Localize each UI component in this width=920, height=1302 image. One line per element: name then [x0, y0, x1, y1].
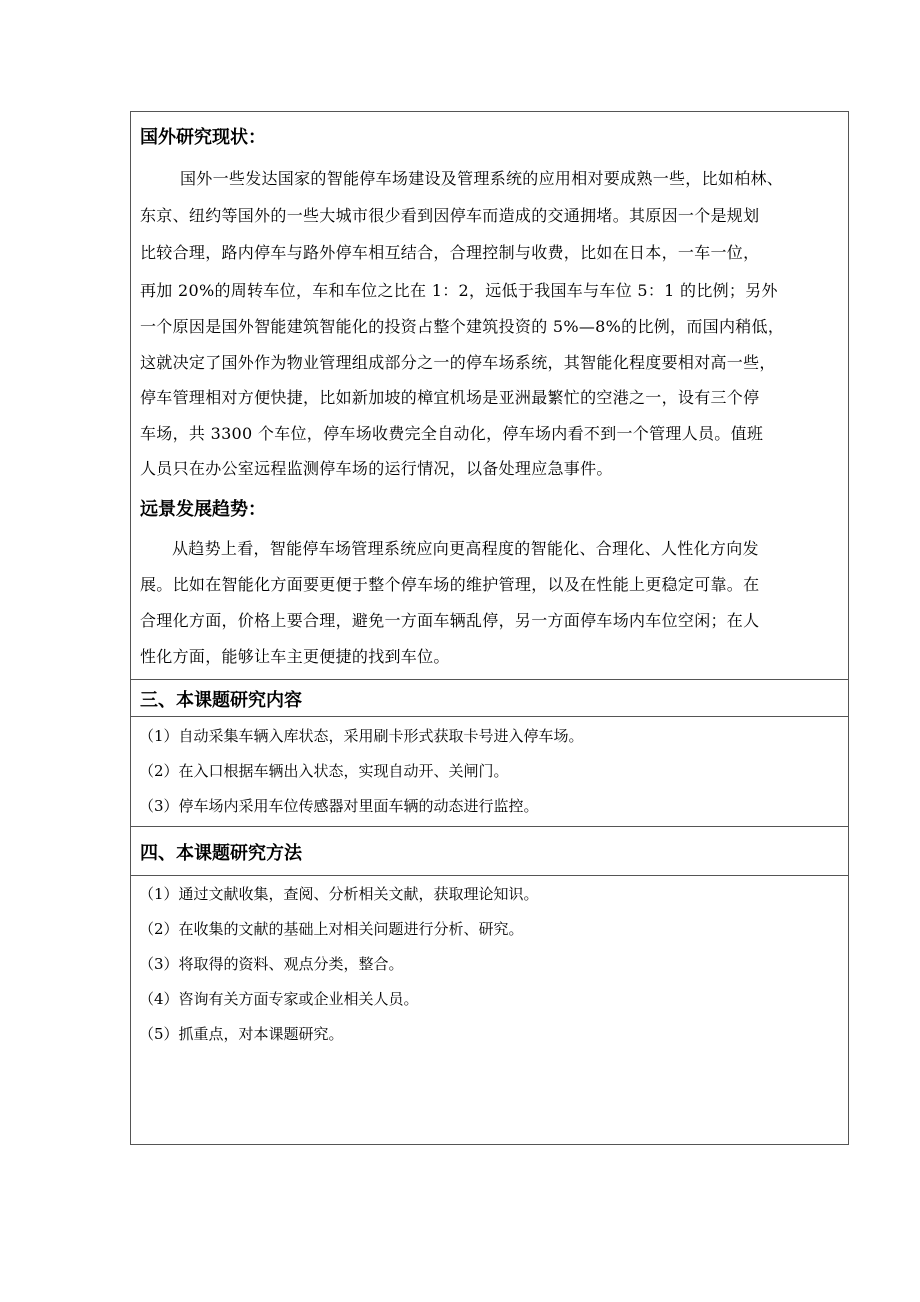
- paragraph-line: 这就决定了国外作为物业管理组成部分之一的停车场系统，其智能化程度要相对高一些，: [140, 353, 776, 372]
- paragraph-line: 从趋势上看，智能停车场管理系统应向更高程度的智能化、合理化、人性化方向发: [172, 539, 759, 558]
- list-item: （2）在入口根据车辆出入状态，实现自动开、关闸门。: [139, 762, 509, 780]
- list-item: （2）在收集的文献的基础上对相关问题进行分析、研究。: [139, 920, 524, 938]
- section-four-heading-row: [131, 827, 848, 876]
- proposal-form-table: [130, 111, 849, 1145]
- section-three-heading-row: [131, 680, 848, 717]
- outlook-heading: 远景发展趋势：: [140, 499, 266, 520]
- status-outlook-cell: [131, 112, 848, 680]
- section-four-title: 四、本课题研究方法: [140, 843, 302, 864]
- section-three-title: 三、本课题研究内容: [140, 690, 302, 711]
- paragraph-line: 人员只在办公室远程监测停车场的运行情况，以备处理应急事件。: [140, 459, 613, 478]
- paragraph-line: 合理化方面，价格上要合理，避免一方面车辆乱停，另一方面停车场内车位空闲；在人: [140, 611, 760, 630]
- paragraph-line: 一个原因是国外智能建筑智能化的投资占整个建筑投资的 5%—8%的比例，而国内稍低，: [140, 317, 785, 336]
- paragraph-line: 停车管理相对方便快捷，比如新加坡的樟宜机场是亚洲最繁忙的空港之一，设有三个停: [140, 388, 760, 407]
- paragraph-line: 车场，共 3300 个车位，停车场收费完全自动化，停车场内看不到一个管理人员。值班: [140, 424, 764, 443]
- list-item: （1）自动采集车辆入库状态，采用刷卡形式获取卡号进入停车场。: [139, 727, 584, 745]
- paragraph-line: 比较合理，路内停车与路外停车相互结合，合理控制与收费，比如在日本，一车一位，: [140, 243, 760, 262]
- paragraph-line: 再加 20%的周转车位，车和车位之比在 1：2，远低于我国车与车位 5：1 的比例；另外: [140, 281, 778, 300]
- list-item: （4）咨询有关方面专家或企业相关人员。: [139, 990, 419, 1008]
- list-item: （1）通过文献收集，查阅、分析相关文献，获取理论知识。: [139, 885, 539, 903]
- paragraph-line: 性化方面，能够让车主更便捷的找到车位。: [140, 647, 450, 666]
- list-item: （3）将取得的资料、观点分类，整合。: [139, 955, 404, 973]
- list-item: （5）抓重点，对本课题研究。: [139, 1025, 344, 1043]
- research-content-cell: [131, 717, 848, 827]
- foreign-research-heading: 国外研究现状：: [140, 127, 266, 148]
- list-item: （3）停车场内采用车位传感器对里面车辆的动态进行监控。: [139, 797, 539, 815]
- paragraph-line: 国外一些发达国家的智能停车场建设及管理系统的应用相对要成熟一些，比如柏林、: [180, 169, 784, 188]
- research-methods-cell: [131, 876, 848, 1144]
- paragraph-line: 东京、纽约等国外的一些大城市很少看到因停车而造成的交通拥堵。其原因一个是规划: [140, 206, 760, 225]
- paragraph-line: 展。比如在智能化方面要更便于整个停车场的维护管理，以及在性能上更稳定可靠。在: [140, 575, 760, 594]
